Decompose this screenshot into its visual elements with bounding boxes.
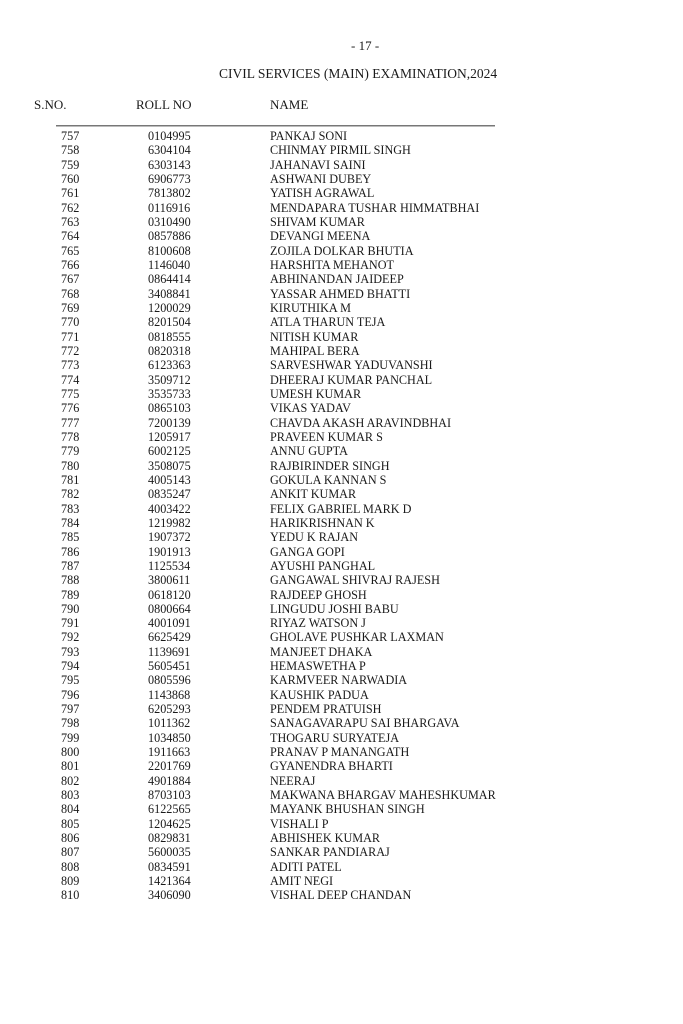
table-row [0, 874, 683, 888]
candidate-name: ADITI PATEL [270, 859, 342, 874]
serial-number: 771 [61, 329, 80, 344]
roll-number: 1011362 [148, 716, 191, 731]
table-row [0, 287, 683, 301]
roll-number: 6625429 [148, 630, 191, 645]
roll-number: 7200139 [148, 415, 191, 430]
table-row [0, 673, 683, 687]
serial-number: 768 [61, 286, 80, 301]
table-row [0, 831, 683, 845]
roll-number: 0104995 [148, 129, 191, 143]
candidate-name: PRANAV P MANANGATH [270, 745, 410, 760]
serial-number: 801 [61, 759, 80, 774]
table-row [0, 688, 683, 702]
candidate-name: KAUSHIK PADUA [270, 687, 369, 702]
candidate-name: GYANENDRA BHARTI [270, 759, 393, 774]
candidate-name: ASHWANI DUBEY [270, 171, 372, 186]
table-row [0, 716, 683, 730]
table-row [0, 459, 683, 473]
candidate-name: RIYAZ WATSON J [270, 616, 366, 631]
table-row [0, 845, 683, 859]
table-row [0, 602, 683, 616]
table-row [0, 358, 683, 372]
serial-number: 765 [61, 243, 80, 258]
roll-number: 0818555 [148, 329, 191, 344]
roll-number: 1219982 [148, 515, 191, 530]
column-header-roll-no: ROLL NO [136, 97, 192, 112]
serial-number: 773 [61, 358, 80, 373]
candidate-name: RAJBIRINDER SINGH [270, 458, 390, 473]
roll-number: 1034850 [148, 730, 191, 745]
roll-number: 0310490 [148, 214, 191, 229]
candidate-name: HARIKRISHNAN K [270, 515, 375, 530]
candidate-name: MAKWANA BHARGAV MAHESHKUMAR [270, 788, 496, 803]
serial-number: 794 [61, 659, 80, 674]
table-row [0, 645, 683, 659]
roll-number: 1205917 [148, 429, 191, 444]
table-row [0, 430, 683, 444]
table-row [0, 186, 683, 200]
candidate-name: ANKIT KUMAR [270, 487, 357, 502]
table-row [0, 215, 683, 229]
candidate-name: SANAGAVARAPU SAI BHARGAVA [270, 716, 460, 731]
table-row [0, 272, 683, 286]
table-row [0, 702, 683, 716]
candidate-name: DEVANGI MEENA [270, 229, 371, 244]
candidate-name: ZOJILA DOLKAR BHUTIA [270, 243, 414, 258]
serial-number: 761 [61, 186, 80, 201]
candidate-name: GANGA GOPI [270, 544, 345, 559]
roll-number: 6303143 [148, 157, 191, 172]
serial-number: 807 [61, 845, 80, 860]
candidate-name: PANKAJ SONI [270, 129, 348, 143]
serial-number: 795 [61, 673, 80, 688]
table-row [0, 502, 683, 516]
candidate-name: THOGARU SURYATEJA [270, 730, 399, 745]
roll-number: 4005143 [148, 472, 191, 487]
roll-number: 0865103 [148, 401, 191, 416]
table-row [0, 416, 683, 430]
serial-number: 799 [61, 730, 80, 745]
table-row [0, 516, 683, 530]
table-row [0, 158, 683, 172]
roll-number: 6906773 [148, 171, 191, 186]
roll-number: 2201769 [148, 759, 191, 774]
table-row [0, 860, 683, 874]
candidate-name: NEERAJ [270, 773, 316, 788]
roll-number: 6002125 [148, 444, 191, 459]
roll-number: 0829831 [148, 831, 191, 846]
candidate-name: ANNU GUPTA [270, 444, 348, 459]
table-row [0, 401, 683, 415]
serial-number: 796 [61, 687, 80, 702]
candidate-name: MAHIPAL BERA [270, 343, 360, 358]
table-row [0, 888, 683, 902]
table-row [0, 545, 683, 559]
table-row [0, 774, 683, 788]
serial-number: 767 [61, 272, 80, 287]
roll-number: 1139691 [148, 644, 191, 659]
serial-number: 775 [61, 386, 80, 401]
serial-number: 797 [61, 702, 80, 717]
roll-number: 0805596 [148, 673, 191, 688]
candidate-name: JAHANAVI SAINI [270, 157, 366, 172]
candidate-name: PENDEM PRATUISH [270, 702, 382, 717]
candidate-name: SANKAR PANDIARAJ [270, 845, 390, 860]
table-row [0, 330, 683, 344]
serial-number: 786 [61, 544, 80, 559]
serial-number: 772 [61, 343, 80, 358]
roll-number: 1901913 [148, 544, 191, 559]
roll-number: 6205293 [148, 702, 191, 717]
table-row [0, 745, 683, 759]
table-row [0, 487, 683, 501]
roll-number: 0618120 [148, 587, 191, 602]
candidate-name: MANJEET DHAKA [270, 644, 373, 659]
roll-number: 1421364 [148, 874, 191, 889]
candidate-name: VISHALI P [270, 816, 329, 831]
roll-number: 1911663 [148, 745, 191, 760]
candidate-name: AMIT NEGI [270, 874, 334, 889]
candidate-name: KIRUTHIKA M [270, 300, 351, 315]
header-divider [56, 125, 495, 127]
roll-number: 3408841 [148, 286, 191, 301]
roll-number: 1907372 [148, 530, 191, 545]
roll-number: 4901884 [148, 773, 191, 788]
table-row [0, 373, 683, 387]
page-number: - 17 - [351, 38, 380, 53]
serial-number: 780 [61, 458, 80, 473]
candidate-name: VISHAL DEEP CHANDAN [270, 888, 412, 903]
table-row [0, 244, 683, 258]
serial-number: 782 [61, 487, 80, 502]
serial-number: 779 [61, 444, 80, 459]
roll-number: 5600035 [148, 845, 191, 860]
roll-number: 6304104 [148, 143, 191, 158]
table-row [0, 258, 683, 272]
table-row [0, 630, 683, 644]
table-row [0, 731, 683, 745]
roll-number: 1143868 [148, 687, 191, 702]
candidate-name: ATLA THARUN TEJA [270, 315, 386, 330]
column-header-sno: S.NO. [34, 97, 67, 112]
table-row [0, 344, 683, 358]
roll-number: 1146040 [148, 257, 191, 272]
candidate-name: MENDAPARA TUSHAR HIMMATBHAI [270, 200, 480, 215]
roll-number: 0864414 [148, 272, 191, 287]
candidate-name: DHEERAJ KUMAR PANCHAL [270, 372, 433, 387]
serial-number: 791 [61, 616, 80, 631]
candidate-name: LINGUDU JOSHI BABU [270, 601, 399, 616]
roll-number: 6123363 [148, 358, 191, 373]
candidate-name: MAYANK BHUSHAN SINGH [270, 802, 425, 817]
roll-number: 0820318 [148, 343, 191, 358]
serial-number: 800 [61, 745, 80, 760]
serial-number: 809 [61, 874, 80, 889]
table-row [0, 473, 683, 487]
serial-number: 778 [61, 429, 80, 444]
serial-number: 758 [61, 143, 80, 158]
roll-number: 3800611 [148, 573, 191, 588]
table-row [0, 573, 683, 587]
table-row [0, 444, 683, 458]
roll-number: 8100608 [148, 243, 191, 258]
column-header-name: NAME [270, 97, 309, 112]
table-row [0, 788, 683, 802]
roll-number: 1125534 [148, 558, 191, 573]
serial-number: 785 [61, 530, 80, 545]
candidate-name: ABHINANDAN JAIDEEP [270, 272, 404, 287]
serial-number: 787 [61, 558, 80, 573]
roll-number: 1200029 [148, 300, 191, 315]
serial-number: 766 [61, 257, 80, 272]
candidate-name: UMESH KUMAR [270, 386, 362, 401]
roll-number: 3406090 [148, 888, 191, 903]
serial-number: 759 [61, 157, 80, 172]
table-row [0, 387, 683, 401]
serial-number: 803 [61, 788, 80, 803]
serial-number: 770 [61, 315, 80, 330]
serial-number: 798 [61, 716, 80, 731]
roll-number: 8703103 [148, 788, 191, 803]
table-row [0, 201, 683, 215]
table-row [0, 659, 683, 673]
candidate-name: FELIX GABRIEL MARK D [270, 501, 412, 516]
serial-number: 776 [61, 401, 80, 416]
serial-number: 802 [61, 773, 80, 788]
roll-number: 6122565 [148, 802, 191, 817]
table-row [0, 759, 683, 773]
serial-number: 774 [61, 372, 80, 387]
table-row [0, 588, 683, 602]
serial-number: 777 [61, 415, 80, 430]
serial-number: 792 [61, 630, 80, 645]
table-row [0, 129, 683, 143]
roll-number: 7813802 [148, 186, 191, 201]
candidate-name: GHOLAVE PUSHKAR LAXMAN [270, 630, 444, 645]
candidate-name: ABHISHEK KUMAR [270, 831, 381, 846]
candidate-name: GANGAWAL SHIVRAJ RAJESH [270, 573, 440, 588]
candidate-name: CHINMAY PIRMIL SINGH [270, 143, 411, 158]
table-row [0, 817, 683, 831]
serial-number: 789 [61, 587, 80, 602]
candidate-name: GOKULA KANNAN S [270, 472, 387, 487]
serial-number: 788 [61, 573, 80, 588]
table-row [0, 172, 683, 186]
candidate-name: YATISH AGRAWAL [270, 186, 375, 201]
roll-number: 0835247 [148, 487, 191, 502]
serial-number: 784 [61, 515, 80, 530]
roll-number: 0116916 [148, 200, 191, 215]
roll-number: 0857886 [148, 229, 191, 244]
serial-number: 763 [61, 214, 80, 229]
serial-number: 757 [61, 129, 80, 143]
serial-number: 806 [61, 831, 80, 846]
serial-number: 790 [61, 601, 80, 616]
serial-number: 760 [61, 171, 80, 186]
roll-number: 4001091 [148, 616, 191, 631]
table-row [0, 143, 683, 157]
candidate-name: SARVESHWAR YADUVANSHI [270, 358, 433, 373]
roll-number: 3508075 [148, 458, 191, 473]
candidate-name: NITISH KUMAR [270, 329, 359, 344]
table-row [0, 616, 683, 630]
table-row [0, 229, 683, 243]
candidate-name: RAJDEEP GHOSH [270, 587, 367, 602]
serial-number: 781 [61, 472, 80, 487]
table-row [0, 802, 683, 816]
roll-number: 4003422 [148, 501, 191, 516]
serial-number: 769 [61, 300, 80, 315]
table-row [0, 315, 683, 329]
roll-number: 5605451 [148, 659, 191, 674]
roll-number: 3509712 [148, 372, 191, 387]
candidate-name: VIKAS YADAV [270, 401, 351, 416]
candidate-name: HEMASWETHA P [270, 659, 366, 674]
candidate-name: CHAVDA AKASH ARAVINDBHAI [270, 415, 452, 430]
table-row [0, 301, 683, 315]
serial-number: 764 [61, 229, 80, 244]
candidate-name: YASSAR AHMED BHATTI [270, 286, 411, 301]
serial-number: 808 [61, 859, 80, 874]
serial-number: 805 [61, 816, 80, 831]
candidate-name: AYUSHI PANGHAL [270, 558, 376, 573]
results-table [0, 129, 683, 903]
candidate-name: KARMVEER NARWADIA [270, 673, 408, 688]
candidate-name: HARSHITA MEHANOT [270, 257, 394, 272]
serial-number: 793 [61, 644, 80, 659]
table-row [0, 530, 683, 544]
roll-number: 0800664 [148, 601, 191, 616]
roll-number: 0834591 [148, 859, 191, 874]
roll-number: 1204625 [148, 816, 191, 831]
candidate-name: SHIVAM KUMAR [270, 214, 365, 229]
document-title: CIVIL SERVICES (MAIN) EXAMINATION,2024 [219, 66, 498, 81]
candidate-name: PRAVEEN KUMAR S [270, 429, 383, 444]
serial-number: 804 [61, 802, 80, 817]
serial-number: 810 [61, 888, 80, 903]
table-row [0, 559, 683, 573]
roll-number: 8201504 [148, 315, 191, 330]
serial-number: 762 [61, 200, 80, 215]
roll-number: 3535733 [148, 386, 191, 401]
serial-number: 783 [61, 501, 80, 516]
candidate-name: YEDU K RAJAN [270, 530, 359, 545]
